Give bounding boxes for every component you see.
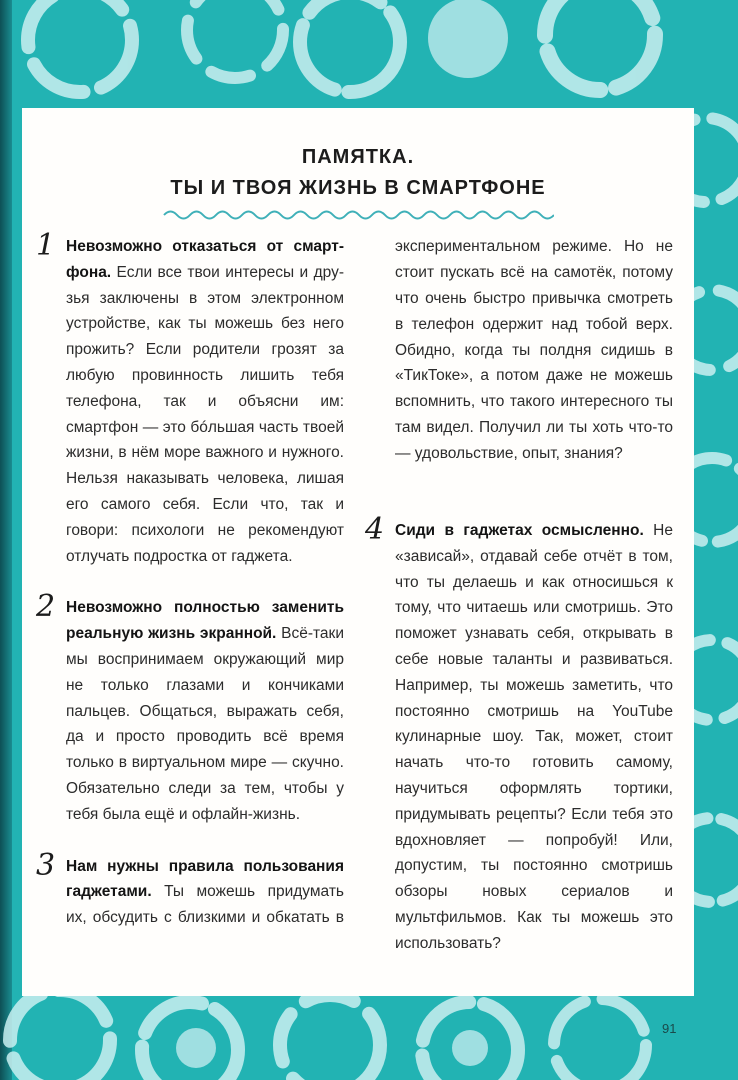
item-number: 2 <box>36 589 56 625</box>
item-text: Если все твои интересы и друзья заключены в этом электронном устройстве, как ты можешь без него прожить? Если родители грозят за любую провинность лишить тебя телефона, так и объясни им: смартфон — это бóльшая часть твоей жизни, в нём море важного и нужного. Нельзя наказывать человека, лишая его самого себя. Если что, так и говори: психологи не рекомендуют отлучать подростка от гаджета. <box>66 263 344 565</box>
list-item-2 <box>36 589 344 827</box>
item-paragraph <box>66 234 344 569</box>
title-line-2: ТЫ И ТВОЯ ЖИЗНЬ В СМАРТФОНЕ <box>170 177 546 199</box>
list-item-3 <box>36 847 344 931</box>
item-number: 3 <box>36 847 56 883</box>
item-text: экспериментальном режиме. Но не стоит пускать всё на самотёк, потому что очень быстро привычка смотреть в телефон одержит над тобой верх. Обидно, когда ты полдня сидишь в «ТикТоке», а потом даже не можешь вспомнить, что такого интересного ты там видел. Получил ли ты хоть что-то — удовольствие, опыт, знания? <box>395 238 673 462</box>
page-title <box>22 142 694 204</box>
item-text: Всё-таки мы воспринимаем окружающий мир не только глазами и кончиками пальцев. Общаться, выражать себя, да и просто проводить всё время только в виртуальном мире — скучно. Обязательно следи за тем, чтобы у тебя была ещё и офлайн-жизнь. <box>66 625 344 823</box>
left-column <box>36 228 344 931</box>
wave-divider <box>162 208 554 222</box>
title-line-1: ПАМЯТКА. <box>301 146 415 168</box>
item-text: Ты можешь придумать их, обсудить с близкими и обкатать в <box>66 883 344 927</box>
item-heading: Невозможно полностью заменить реальную жизнь экранной. <box>66 599 344 643</box>
item-heading: Сиди в гаджетах осмысленно. <box>395 522 644 539</box>
item-heading: Невозможно отказаться от смартфона. <box>66 238 344 281</box>
list-item-3-continued <box>395 234 673 492</box>
item-paragraph <box>66 595 344 827</box>
page-number: 91 <box>662 1021 677 1036</box>
item-number: 1 <box>36 228 56 263</box>
item-paragraph <box>395 518 673 957</box>
item-paragraph-continued <box>395 234 673 492</box>
item-number: 4 <box>365 512 385 547</box>
item-text: Не «зависай», отдавай себе отчёт в том, что ты делаешь и как относишься к тому, что читаешь или смотришь. Это поможет узнавать себя, открывать в себе новые таланты и развиваться. Например, ты можешь заметить, что постоянно смотришь на YouTube кулинарные шоу. Так, может, стоит начать что-то готовить самому, научиться оформлять тортики, придумывать рецепты? Если тебя это вдохновляет — попробуй! Или, допустим, ты постоянно смотришь обзоры новых сериалов и мультфильмов. Как ты можешь это использовать? <box>395 522 673 952</box>
item-heading: Нам нужны правила пользования гаджетами. <box>66 857 344 901</box>
right-column <box>365 234 673 957</box>
item-paragraph <box>66 854 344 931</box>
list-item-4 <box>365 512 673 957</box>
list-item-1 <box>36 228 344 569</box>
content-panel <box>22 108 694 996</box>
